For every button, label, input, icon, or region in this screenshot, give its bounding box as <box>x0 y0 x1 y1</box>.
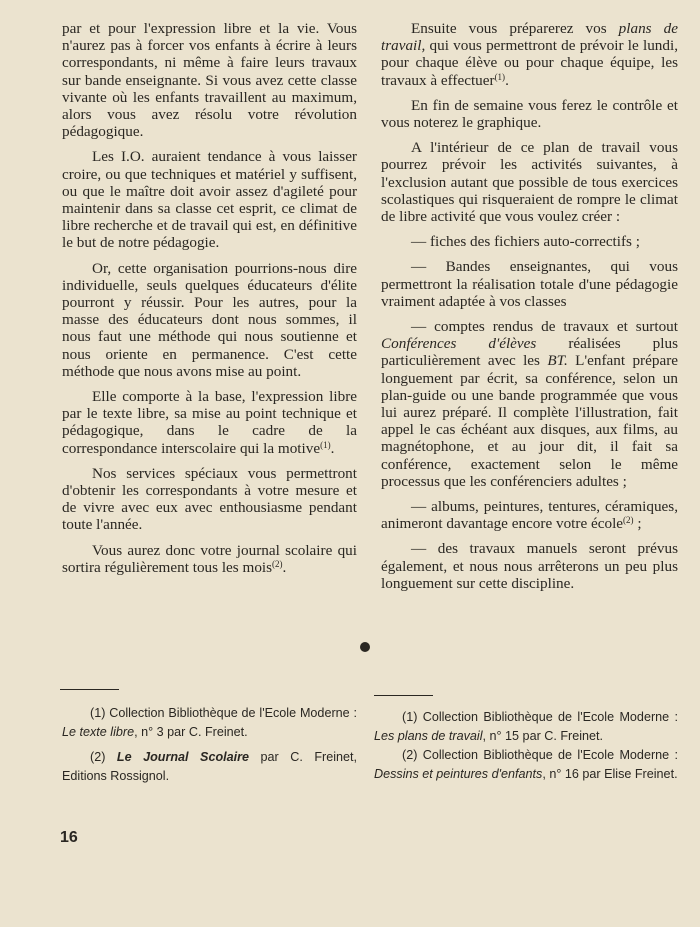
footnote: (2) Le Journal Scolaire par C. Freinet, Editions Rossignol. <box>62 750 358 783</box>
paragraph: Ensuite vous préparerez vos plans de travail, qui vous permettront de prévoir le lundi, pour chaque élève ou pour chaque équipe, les travaux à effectuer$^{(1)}$. <box>381 20 678 89</box>
right-column <box>381 20 678 592</box>
footnote-ref: (1) <box>494 71 506 82</box>
paragraph: par et pour l'expression libre et la vie. Vous n'aurez pas à forcer vos enfants à écrire à leurs correspondants, ni même à faire leurs travaux sur bande enseignante. Si vous avez cette classe vivante où les enfants travaillent au maximum, alors vous avez résolu votre révolution pédagogique. <box>62 20 357 141</box>
footnotes-right <box>374 708 678 784</box>
list-item: — des travaux manuels seront prévus également, et nous nous arrêterons un peu plus longuement sur cette discipline. <box>381 540 678 592</box>
footnote-ref: (2) <box>272 558 283 569</box>
paragraph: Elle comporte à la base, l'expression libre par le texte libre, sa mise au point technique et pédagogique, dans le cadre de la correspondance interscolaire qui la motive$^{(1)}$. <box>62 388 357 457</box>
paragraph: A l'intérieur de ce plan de travail vous pourrez prévoir les activités suivantes, à l'exclusion autant que possible de tous exercices scolastiques qui risqueraient de rompre le climat de libre activité que vous voulez créer : <box>381 139 678 226</box>
list-item: — albums, peintures, tentures, céramiques, animeront davantage encore votre école$^{(2)}$ ; <box>381 498 678 533</box>
paragraph: Vous aurez donc votre journal scolaire qui sortira régulièrement tous les mois$^{(2)}$. <box>62 541 357 576</box>
list-item: — comptes rendus de travaux et surtout Conférences d'élèves réalisées plus particulièrement avec les BT. L'enfant prépare longuement par écrit, sa conférence, selon un plan-guide ou une bande programmée que vous lui aurez préparé. Il complète l'illustration, fait appel le cas échéant aux disques, aux films, au magnétophone, et au jour dit, il fait sa conférence, exactement selon le même processus que les conférenciers adultes ; <box>381 318 678 490</box>
footnote-ref: (1) <box>320 439 331 450</box>
footnote-ref: (2) <box>623 515 634 526</box>
section-bullet <box>360 642 370 652</box>
page-number: 16 <box>60 829 78 846</box>
paragraph: Or, cette organisation pourrions-nous dire individuelle, seuls quelques éducateurs d'élite pourront y réussir. Pour les autres, pour la masse des éducateurs dont nous sommes, il nous faut une méthode qui nous soutienne et nous oriente en permanence. C'est cette méthode que nous avons mise au point. <box>62 259 357 380</box>
paragraph: Les I.O. auraient tendance à vous laisser croire, ou que techniques et matériel y suffisent, ou que le maître doit avoir assez d'agileté pour maintenir dans sa classe cet esprit, ce climat de libre recherche et de travail qui est, en définitive le but de notre pédagogie. <box>62 148 357 252</box>
footnote: (2) Collection Bibliothèque de l'Ecole Moderne : Dessins et peintures d'enfants, n° 16 par Elise Freinet. <box>374 748 678 781</box>
left-column <box>62 20 357 576</box>
footnote-divider <box>374 695 433 696</box>
paragraph: Nos services spéciaux vous permettront d'obtenir les correspondants à votre mesure et de vivre avec eux avec enthousiasme pendant toute l'année. <box>62 464 357 534</box>
paragraph: En fin de semaine vous ferez le contrôle et vous noterez le graphique. <box>381 96 678 132</box>
list-item: — fiches des fichiers auto-correctifs ; <box>411 233 640 251</box>
footnote: (1) Collection Bibliothèque de l'Ecole Moderne : Le texte libre, n° 3 par C. Freinet. <box>62 706 357 739</box>
list-item: — Bandes enseignantes, qui vous permettront la réalisation totale d'une pédagogie vraiment adaptée à vos classes <box>381 258 678 310</box>
footnote: (1) Collection Bibliothèque de l'Ecole Moderne : Les plans de travail, n° 15 par C. Freinet. <box>374 710 678 743</box>
footnote-divider <box>60 689 119 690</box>
footnotes-left <box>62 704 357 786</box>
